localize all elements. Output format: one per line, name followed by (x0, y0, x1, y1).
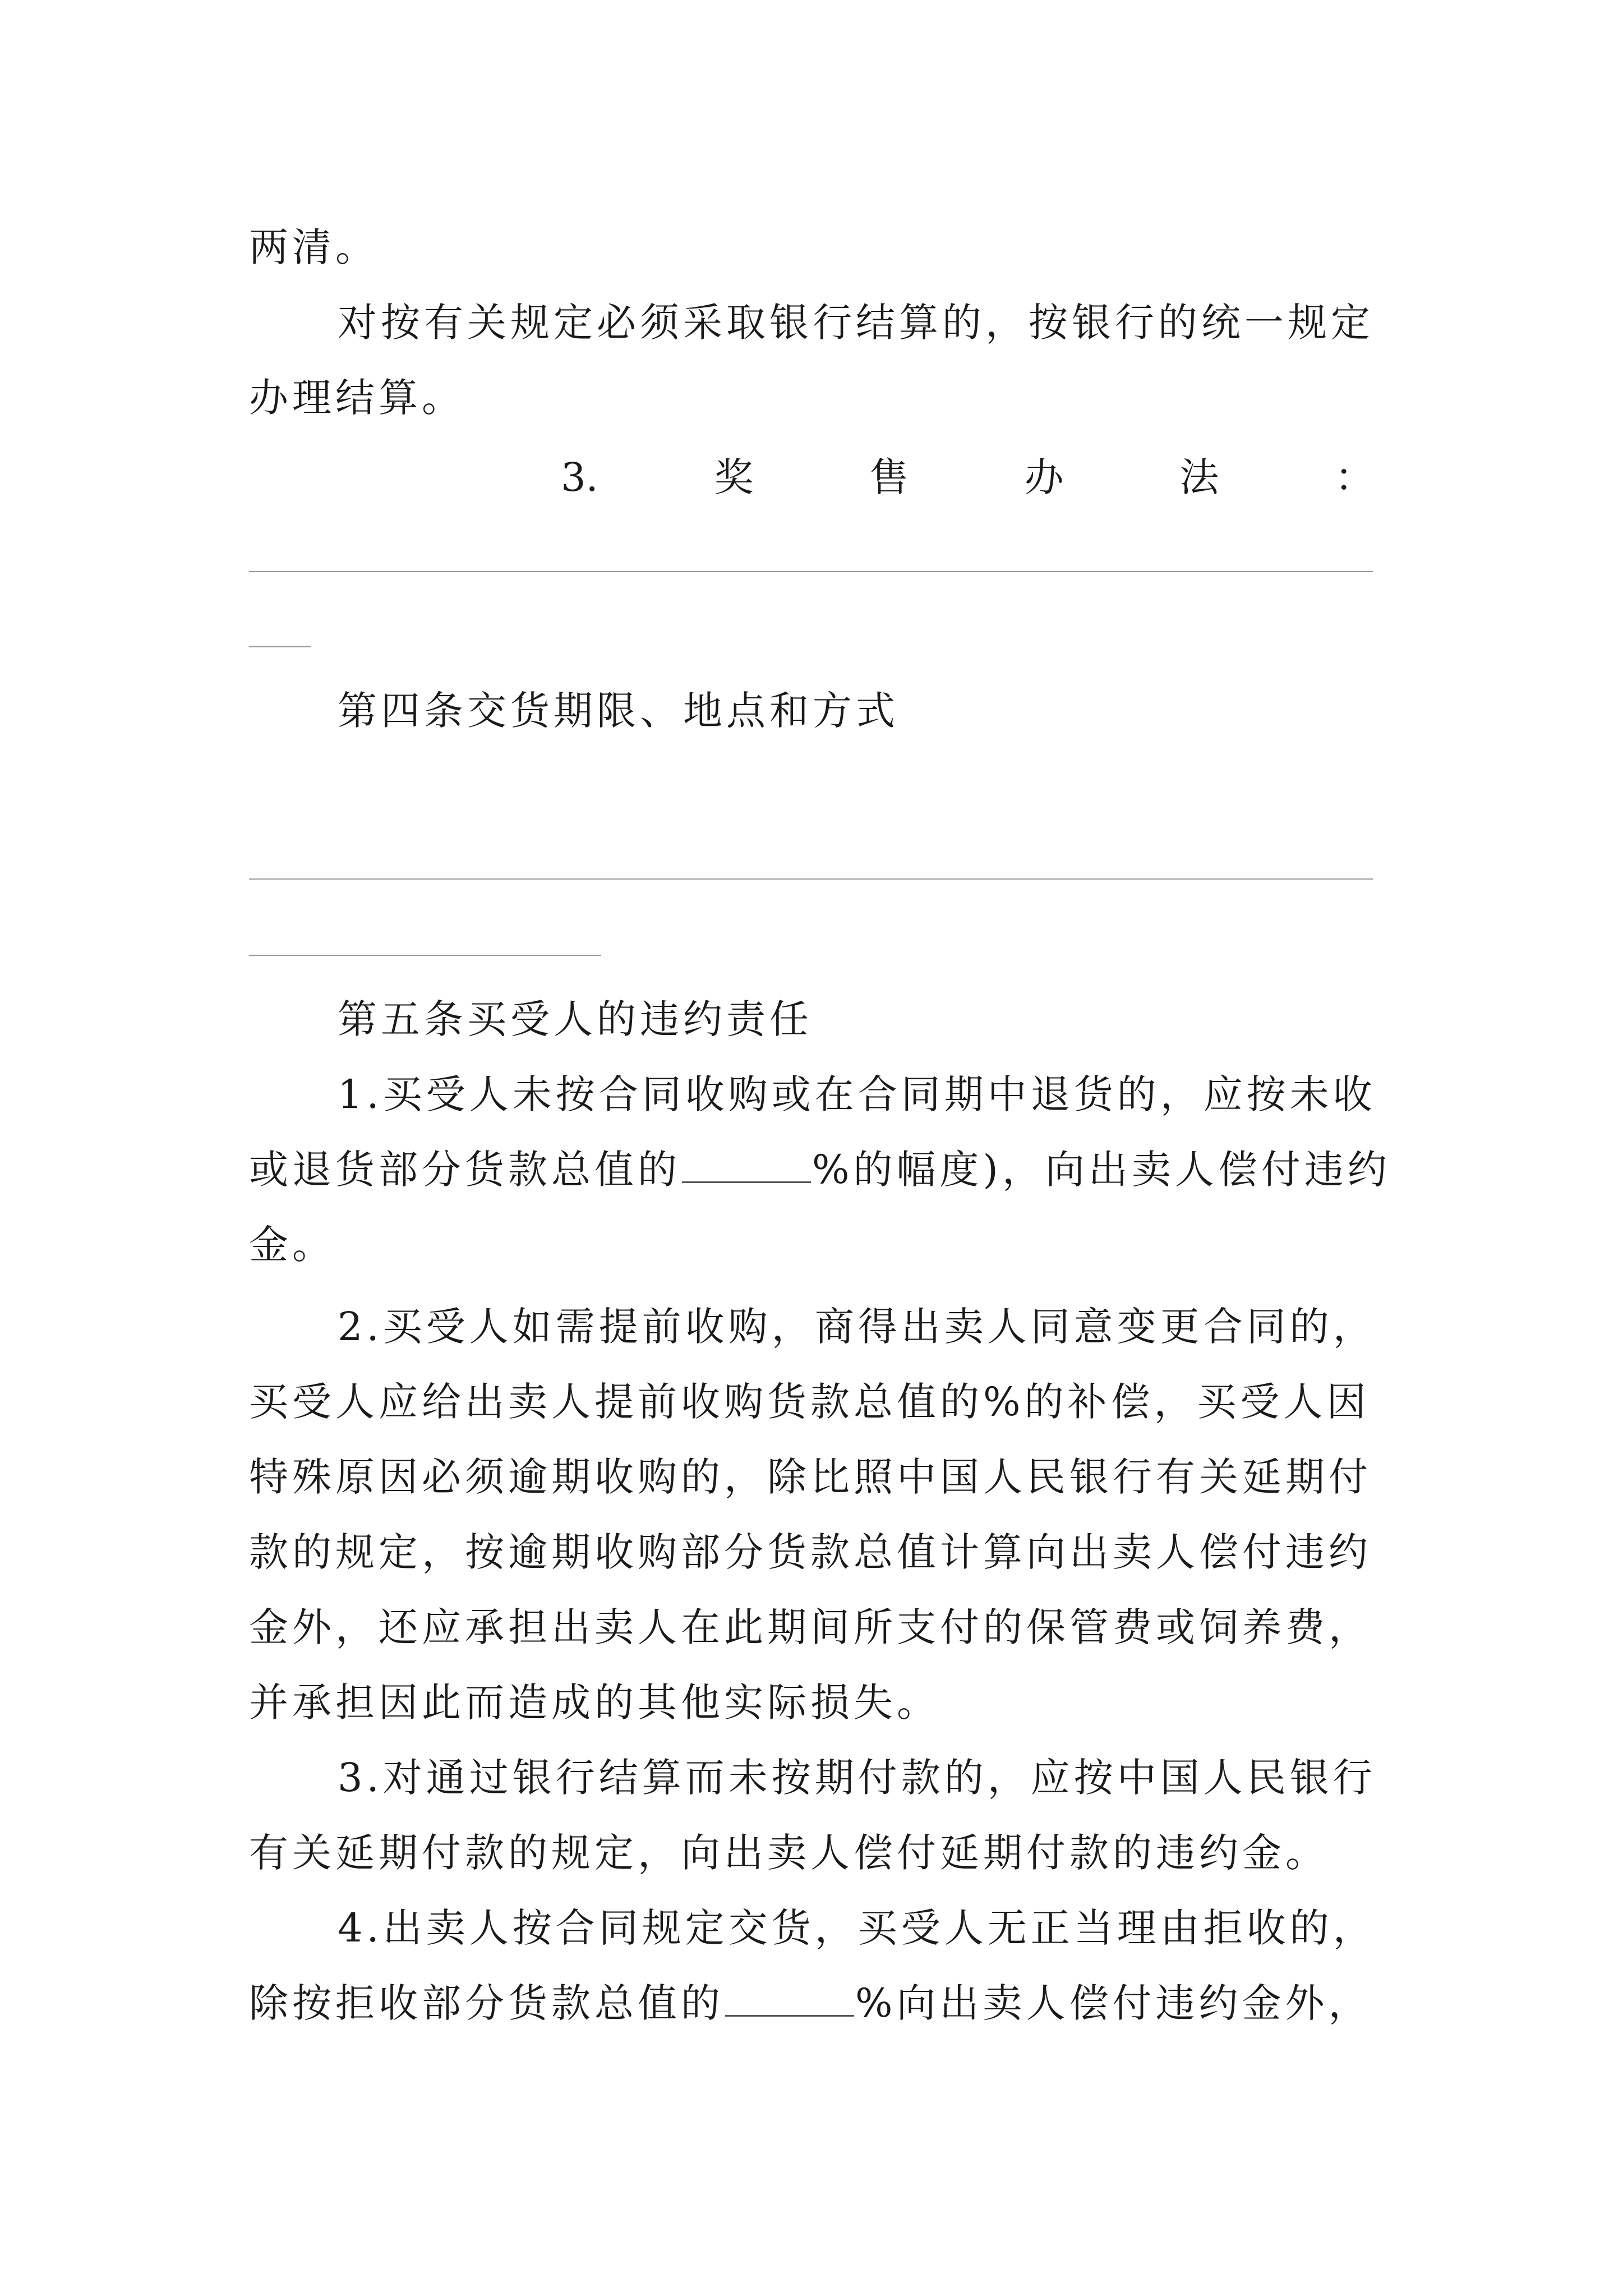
text-line-11: 买受人应给出卖人提前收购货款总值的%的补偿，买受人因 (249, 1379, 1370, 1425)
blank-field (682, 1150, 811, 1183)
text-segment: 或退货部分货款总值的 (249, 1147, 681, 1193)
text-line-12: 特殊原因必须逾期收购的，除比照中国人民银行有关延期付 (249, 1454, 1372, 1500)
text-segment: %的幅度)，向出卖人偿付违约 (812, 1147, 1391, 1193)
fill-in-rule (249, 571, 1373, 572)
text-line-2: 对按有关规定必须采取银行结算的，按银行的统一规定 (338, 300, 1374, 346)
text-line-5: 第四条交货期限、地点和方式 (338, 688, 899, 734)
heading-colon: ： (1335, 454, 1374, 500)
text-line-19 (249, 1978, 1372, 2028)
heading-char: 售 (869, 454, 909, 500)
text-line-9: 金。 (249, 1222, 335, 1268)
fill-in-rule (249, 646, 311, 647)
text-line-15: 并承担因此而造成的其他实际损失。 (249, 1680, 940, 1726)
text-line-14: 金外，还应承担出卖人在此期间所支付的保管费或饲养费， (249, 1604, 1372, 1650)
text-line-6: 第五条买受人的违约责任 (338, 996, 813, 1042)
text-line-1: 两清。 (249, 224, 379, 270)
text-segment: %向出卖人偿付违约金外， (855, 1980, 1372, 2026)
heading-char: 奖 (714, 454, 754, 500)
text-line-16: 3.对通过银行结算而未按期付款的，应按中国人民银行 (338, 1755, 1376, 1801)
heading-char: 法 (1179, 454, 1219, 500)
text-line-13: 款的规定，按逾期收购部分货款总值计算向出卖人偿付违约 (249, 1529, 1372, 1575)
heading-number: 3. (561, 454, 598, 500)
text-line-7: 1.买受人未按合同收购或在合同期中退货的，应按未收 (338, 1071, 1376, 1117)
heading-char: 办 (1024, 454, 1064, 500)
text-line-18: 4.出卖人按合同规定交货，买受人无正当理由拒收的， (338, 1905, 1376, 1951)
text-line-10: 2.买受人如需提前收购，商得出卖人同意变更合同的， (338, 1304, 1376, 1350)
fill-in-rule (249, 955, 601, 956)
section-heading-3 (561, 452, 1374, 503)
text-line-3: 办理结算。 (249, 375, 465, 421)
text-line-8 (249, 1144, 1391, 1195)
text-segment: 除按拒收部分货款总值的 (249, 1980, 724, 2026)
text-line-17: 有关延期付款的规定，向出卖人偿付延期付款的违约金。 (249, 1830, 1329, 1876)
blank-field (725, 1984, 854, 2017)
fill-in-rule (249, 878, 1373, 880)
